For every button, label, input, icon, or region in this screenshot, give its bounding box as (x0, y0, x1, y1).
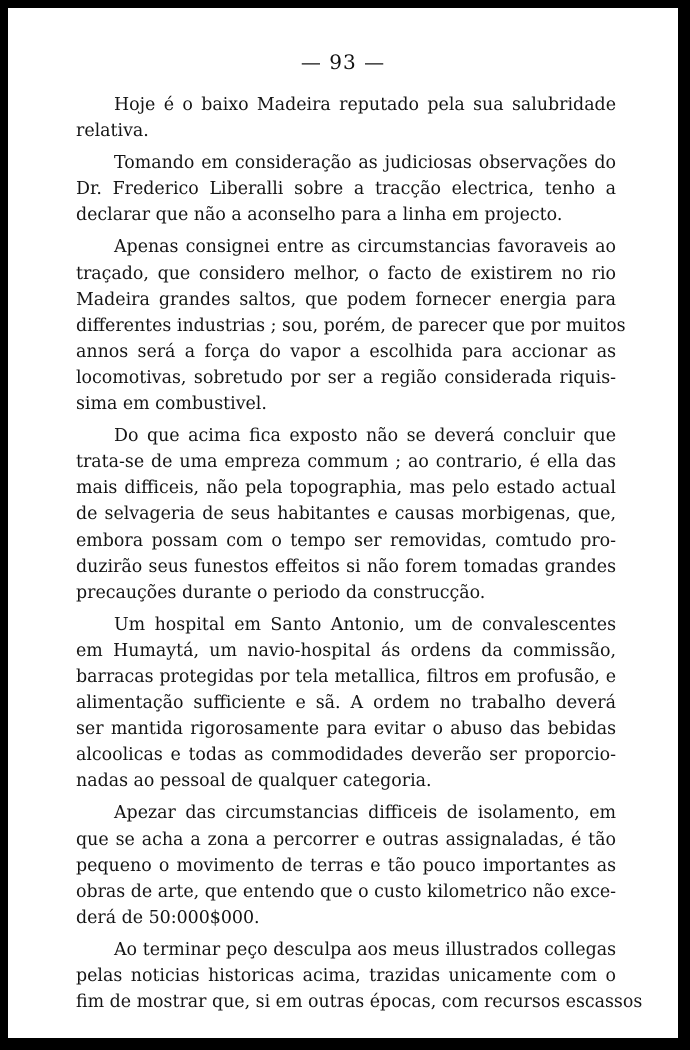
text-line: embora possam com o tempo ser removidas, comtudo pro- (76, 530, 616, 551)
text-line: mais difficeis, não pela topographia, mas pelo estado actual (76, 478, 616, 499)
text-line: Hoje é o baixo Madeira reputado pela sua salubridade (114, 95, 616, 115)
text-line: derá de 50:000$000. (76, 907, 260, 928)
text-line: duzirão seus funestos effeitos si não forem tomadas grandes (76, 556, 616, 577)
text-line: alcoolicas e todas as commodidades deverão ser proporcio- (76, 745, 616, 766)
body-text (76, 92, 643, 1015)
paragraph (76, 150, 616, 228)
text-line: relativa. (76, 121, 149, 142)
text-line: Um hospital em Santo Antonio, um de convalescentes (114, 614, 616, 635)
scanned-page (8, 8, 678, 1038)
paragraph (76, 937, 643, 1015)
text-line: alimentação sufficiente e sã. A ordem no trabalho deverá (76, 693, 616, 714)
text-line: que se acha a zona a percorrer e outras assignaladas, é tão (76, 829, 616, 850)
text-line: fim de mostrar que, si em outras épocas, com recursos escassos (76, 992, 643, 1013)
text-line: pelas noticias historicas acima, trazidas unicamente com o (76, 966, 616, 986)
text-line: precauções durante o periodo da construcção. (76, 582, 486, 603)
text-line: Do que acima fica exposto não se deverá concluir que (114, 426, 616, 447)
paragraph (76, 612, 616, 795)
text-line: trata-se de uma empreza commum ; ao contrario, é ella das (76, 452, 616, 473)
text-line: annos será a força do vapor a escolhida para accionar as (76, 341, 616, 362)
text-line: Apezar das circumstancias difficeis de isolamento, em (114, 803, 616, 824)
text-line: Dr. Frederico Liberalli sobre a tracção electrica, tenho a (76, 179, 616, 200)
text-line: Ao terminar peço desculpa aos meus illustrados collegas (114, 939, 616, 960)
text-line: pequeno o movimento de terras e tão pouco importantes as (76, 855, 616, 876)
text-line: locomotivas, sobretudo por ser a região considerada riquis- (76, 367, 616, 388)
text-line: traçado, que considero melhor, o facto de existirem no rio (76, 263, 616, 284)
text-line: sima em combustivel. (76, 394, 267, 415)
paragraph (76, 800, 616, 930)
text-line: declarar que não a aconselho para a linha em projecto. (76, 205, 563, 226)
text-line: nadas ao pessoal de qualquer categoria. (76, 771, 432, 792)
text-line: obras de arte, que entendo que o custo kilometrico não exce- (76, 881, 617, 902)
text-line: Tomando em consideração as judiciosas observações do (114, 153, 616, 174)
text-line: Madeira grandes saltos, que podem fornecer energia para (76, 289, 616, 310)
text-line: barracas protegidas por tela metallica, filtros em profusão, e (76, 666, 616, 687)
text-line: em Humaytá, um navio-hospital ás ordens da commissão, (76, 640, 616, 661)
text-line: ser mantida rigorosamente para evitar o abuso das bebidas (76, 719, 616, 740)
text-line: de selvageria de seus habitantes e causas morbigenas, que, (76, 504, 616, 525)
paragraph (76, 234, 626, 417)
paragraph (76, 423, 616, 606)
text-line: differentes industrias ; sou, porém, de parecer que por muitos (76, 315, 626, 336)
paragraph (76, 92, 616, 144)
page-number: — 93 — (300, 50, 386, 74)
text-line: Apenas consignei entre as circumstancias favoraveis ao (114, 237, 616, 258)
